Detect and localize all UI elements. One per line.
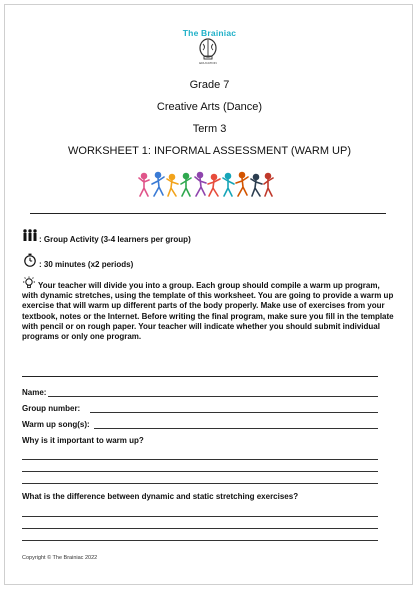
group-number-label: Group number: bbox=[22, 404, 81, 413]
term-title: Term 3 bbox=[192, 123, 227, 135]
grade-title: Grade 7 bbox=[189, 79, 230, 91]
brain-logo-icon bbox=[196, 38, 220, 66]
dancers-illustration-icon bbox=[138, 170, 274, 198]
instructions-paragraph: Your teacher will divide you into a group. Each group should compile a warm up program, with dynamic stretches, using the template of this worksheet. You are going to provide a warm up exercise that will warm up different parts of the body properly. Make use of exercises from your textbook, notes or the Internet. Before writing the final program, make sure you fill in the template with pencil or on rough paper. Your teacher will indicate whether you should submit individual programs or only one program. bbox=[22, 281, 394, 342]
logo-text: EDUCATION bbox=[199, 61, 217, 65]
section-divider bbox=[30, 213, 386, 214]
answer-line[interactable] bbox=[22, 459, 378, 460]
question-1: Why is it important to warm up? bbox=[22, 436, 144, 445]
form-top-rule bbox=[22, 376, 378, 377]
warm-up-song-label: Warm up song(s): bbox=[22, 420, 90, 429]
subject-title: Creative Arts (Dance) bbox=[156, 101, 263, 113]
answer-line[interactable] bbox=[22, 540, 378, 541]
brand-name: The Brainiac bbox=[182, 28, 237, 38]
answer-line[interactable] bbox=[22, 528, 378, 529]
people-icon bbox=[22, 229, 38, 241]
worksheet-title: WORKSHEET 1: INFORMAL ASSESSMENT (WARM UP) bbox=[68, 145, 351, 157]
stopwatch-icon bbox=[23, 253, 37, 267]
group-number-field[interactable] bbox=[90, 412, 378, 413]
group-activity-text: : Group Activity (3-4 learners per group) bbox=[39, 235, 191, 244]
duration-text: : 30 minutes (x2 periods) bbox=[39, 260, 134, 269]
answer-line[interactable] bbox=[22, 516, 378, 517]
name-label: Name: bbox=[22, 388, 47, 397]
warm-up-song-field[interactable] bbox=[94, 428, 378, 429]
name-field[interactable] bbox=[48, 396, 378, 397]
question-2: What is the difference between dynamic and static stretching exercises? bbox=[22, 492, 299, 501]
answer-line[interactable] bbox=[22, 471, 378, 472]
answer-line[interactable] bbox=[22, 483, 378, 484]
copyright-footer: Copyright © The Brainiac 2022 bbox=[22, 555, 98, 561]
